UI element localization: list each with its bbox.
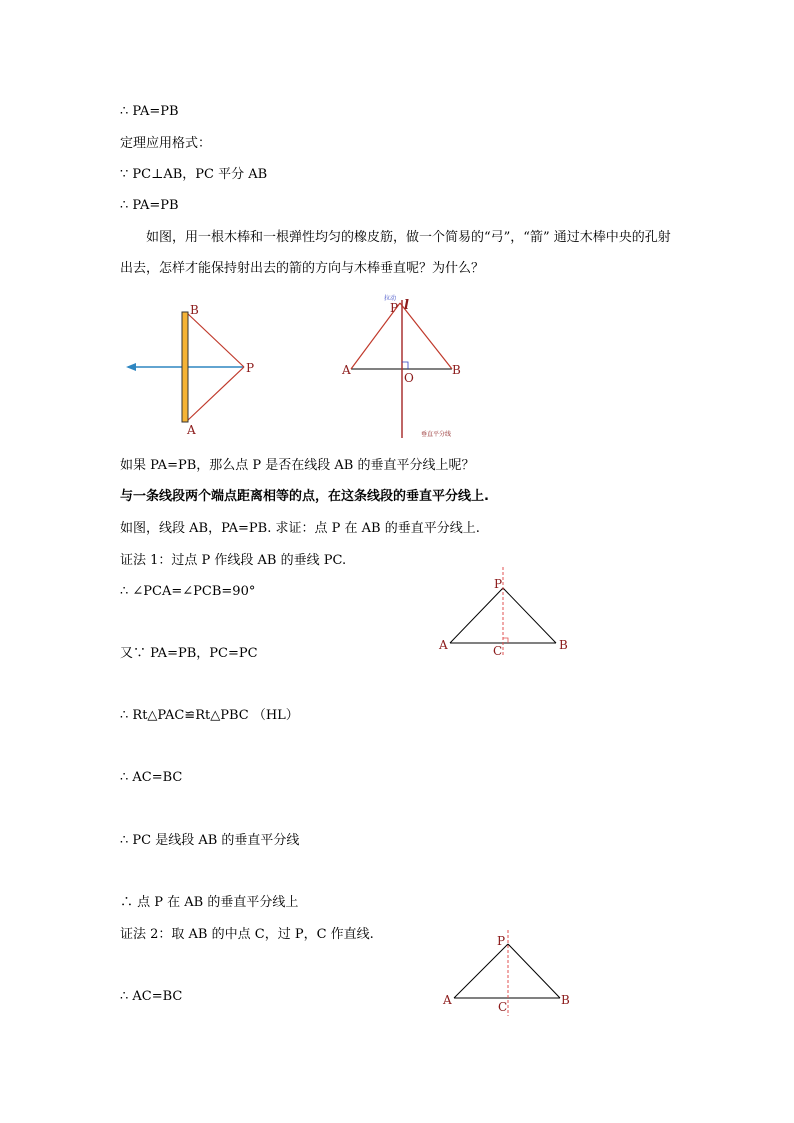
text-line: ∴ Rt△PAC≌Rt△PBC （HL） [120,708,299,723]
text-line: ∴ PA=PB [120,104,179,119]
label-P: P [246,361,255,375]
label-B: B [452,363,461,377]
label-A: A [439,638,448,652]
text-line: 定理应用格式： [120,136,212,151]
text-line: ∴ AC=BC [120,770,183,785]
label-small-bottom: 垂直平分线 [421,431,452,438]
label-P: P [390,301,399,315]
text-line: ∴ ∠PCA=∠PCB=90° [120,584,256,599]
label-B: B [190,303,199,317]
label-P: P [494,577,503,591]
theorem-line: 与一条线段两个端点距离相等的点，在这条线段的垂直平分线上. [120,489,489,504]
label-B: B [559,638,568,652]
label-small-top: 拉动 [384,295,397,302]
label-A: A [443,993,452,1007]
label-O: O [404,371,414,385]
bisector-figure [340,292,490,442]
text-line: 证法 2：取 AB 的中点 C，过 P，C 作直线. [120,927,374,942]
text-line: ∴ PC 是线段 AB 的垂直平分线 [120,833,300,848]
proof1-figure [435,565,575,660]
text-line: ∵ PC⊥AB，PC 平分 AB [120,167,268,182]
text-paragraph: 如图，用一根木棒和一根弹性均匀的橡皮筋，做一个简易的“弓”，“箭” 通过木棒中央的孔射出去，怎样才能保持射出去的箭的方向与木棒垂直呢？为什么？ [120,230,671,276]
text-line: ∴ 点 P 在 AB 的垂直平分线上 [120,895,299,910]
proof2-figure [440,928,580,1023]
label-l: l [404,298,409,313]
text-line: ∴ PA=PB [120,198,179,213]
label-C: C [493,644,503,658]
text-line: 如图，线段 AB，PA=PB. 求证：点 P 在 AB 的垂直平分线上. [120,521,480,536]
bow-figure [120,300,280,440]
text-line: 如果 PA=PB，那么点 P 是否在线段 AB 的垂直平分线上呢？ [120,458,475,473]
text-line: ∴ AC=BC [120,989,183,1004]
label-A: A [187,423,196,437]
text-line: 证法 1：过点 P 作线段 AB 的垂线 PC. [120,553,347,568]
label-C: C [498,1000,508,1014]
label-P: P [497,934,506,948]
text-line: 又∵ PA=PB，PC=PC [120,646,258,661]
label-A: A [342,363,351,377]
label-B: B [561,993,570,1007]
